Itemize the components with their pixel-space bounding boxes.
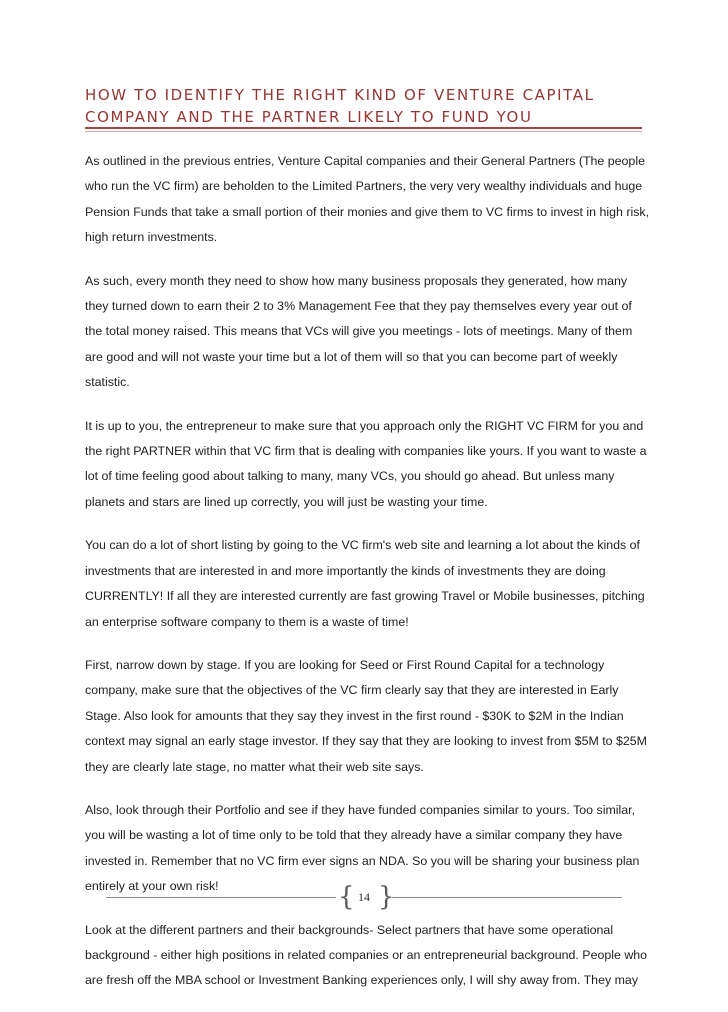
paragraph-right-vc-firm: It is up to you, the entrepreneur to make sure that you approach only the RIGHT VC FIRM for you and the right PARTNER within that VC firm that is dealing with companies like yours. If you want to waste a lot of time feeling good about talking to many, many VCs, you should go ahead. But unless many planets and stars are lined up correctly, you will just be wasting your time.	[85, 418, 647, 509]
right-brace-icon: }	[378, 882, 395, 912]
paragraph-partners: Look at the different partners and their backgrounds- Select partners that have some operational background - either high positions in related companies or an entrepreneurial background. People who are fresh off the MBA school or Investment Banking experiences only, I will shy away from. They may	[85, 922, 648, 988]
paragraph-short-listing: You can do a lot of short listing by going to the VC firm's web site and learning a lot about the kinds of investments that are interested in and more importantly the kinds of investments they are doing CURRENTLY! If all they are interested currently are fast growing Travel or Mobile businesses, pitching an enterprise software company to them is a waste of time!	[85, 538, 645, 629]
footer-rule-right	[392, 897, 622, 898]
heading-rule-secondary	[85, 131, 642, 132]
section-heading: HOW TO IDENTIFY THE RIGHT KIND OF VENTURE CAPITAL COMPANY AND THE PARTNER LIKELY TO FUND YOU	[85, 86, 595, 126]
footer-rule-left	[106, 897, 336, 898]
paragraph-management-fee: As such, every month they need to show how many business proposals they generated, how many they turned down to earn their 2 to 3% Management Fee that they pay themselves every year out of the total money raised. This means that VCs will give you meetings - lots of meetings. Many of them are good and will not waste your time but a lot of them will so that you can become part of weekly statistic.	[85, 273, 633, 390]
left-brace-icon: {	[338, 882, 355, 912]
page-footer	[0, 880, 728, 916]
paragraph-portfolio: Also, look through their Portfolio and see if they have funded companies similar to yours. Too similar, you will be wasting a lot of time only to be told that they already have a similar company they have invested in. Remember that no VC firm ever signs an NDA. So you will be sharing your business plan entirely at your own risk!	[85, 802, 640, 894]
paragraph-stage: First, narrow down by stage. If you are looking for Seed or First Round Capital for a technology company, make sure that the objectives of the VC firm clearly say that they are interested in Early Stage. Also look for amounts that they say they invest in the first round - $30K to $2M in the Indian context may signal an early stage investor. If they say that they are looking to invest from $5M to $25M they are clearly late stage, no matter what their web site says.	[85, 657, 647, 774]
page-number: 14	[358, 890, 370, 904]
heading-rule	[85, 127, 642, 129]
paragraph-limited-partners: As outlined in the previous entries, Venture Capital companies and their General Partners (The people who run the VC firm) are beholden to the Limited Partners, the very very wealthy individuals and huge Pension Funds that take a small portion of their monies and give them to VC firms to invest in high risk, high return investments.	[85, 154, 650, 245]
